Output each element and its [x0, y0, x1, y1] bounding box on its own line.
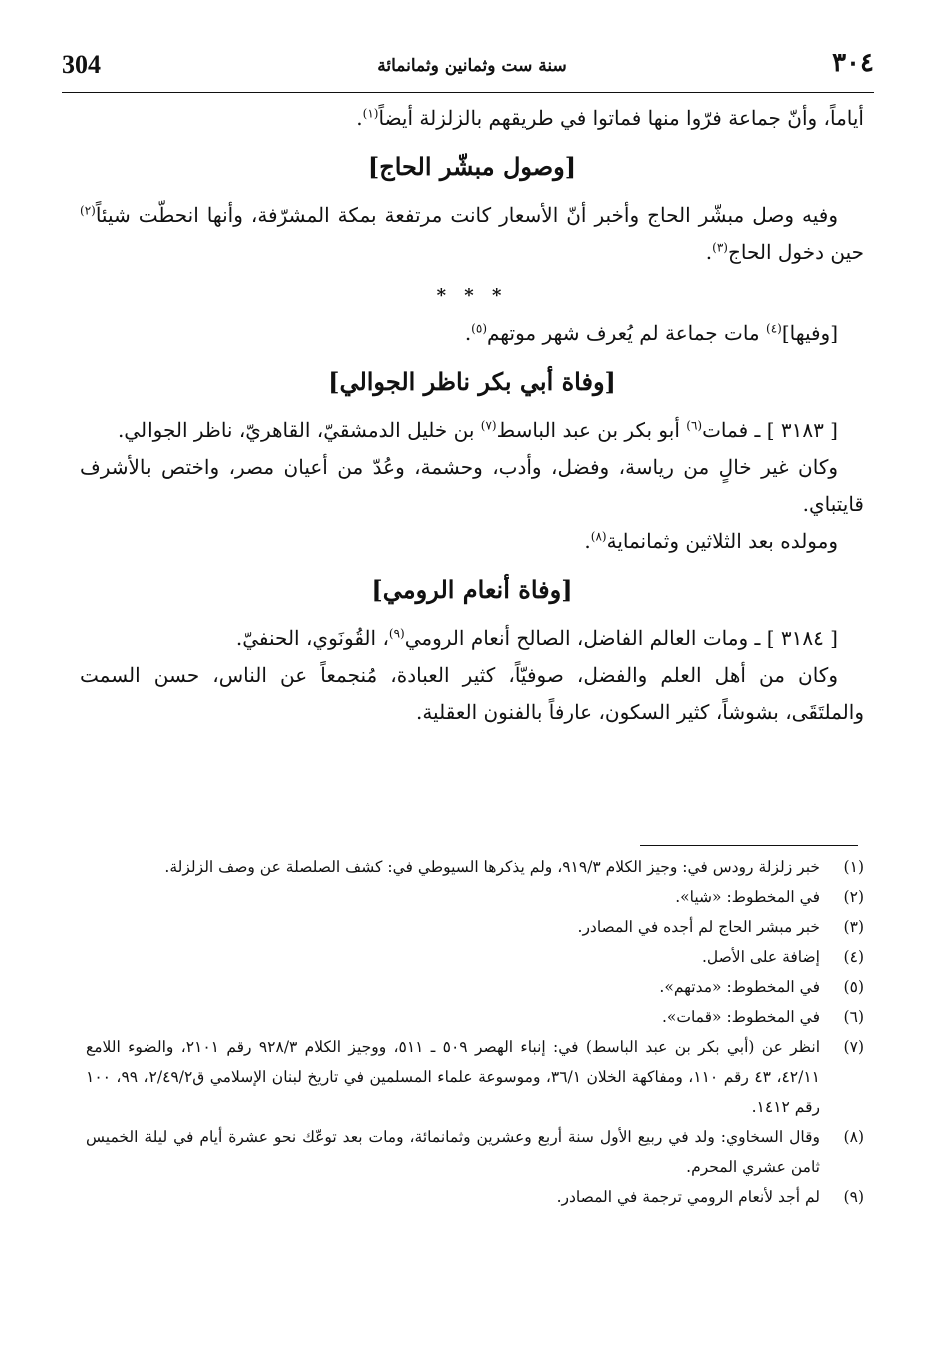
footnote-item — [86, 912, 864, 942]
paragraph-text: وفيه وصل مبشّر الحاج وأخبر أنّ الأسعار كانت مرتفعة بمكة المشرّفة، وأنها انحطّت شيئاً — [95, 203, 838, 227]
footnote-number: (٤) — [843, 948, 864, 966]
section-heading-pilgrim-herald: [وصول مبشّر الحاج] — [367, 152, 577, 181]
page-number-latin: 304 — [62, 50, 101, 79]
footnote-text: في المخطوط: «شيا». — [675, 888, 820, 906]
punctuation: . — [705, 240, 713, 264]
paragraph-text: ، القُونَوي، الحنفيّ. — [235, 626, 389, 650]
paragraph-text: [وفيها] — [781, 321, 838, 345]
paragraph-text: مات جماعة لم يُعرف شهر موتهم — [487, 321, 766, 345]
footnote-item — [86, 882, 864, 912]
paragraph-deaths — [80, 315, 864, 352]
paragraph-pilgrim-herald — [80, 197, 864, 271]
footnote-separator — [640, 845, 858, 846]
footnote-text: خبر مبشر الحاج لم أجده في المصادر. — [577, 918, 820, 936]
running-title: سنة ست وثمانين وثمانمائة — [377, 56, 567, 76]
footnote-text: وقال السخاوي: ولد في ربيع الأول سنة أربع وعشرين وثمانمائة، ومات بعد توعّك نحو عشرة أيام في ليلة الخميس ثامن عشري المحرم. — [86, 1128, 820, 1176]
header-rule — [62, 92, 874, 93]
footnote-ref: (١) — [362, 106, 379, 121]
footnote-item — [86, 1182, 864, 1212]
footnote-item — [86, 1122, 864, 1182]
paragraph-text: بن خليل الدمشقيّ، القاهريّ، ناظر الجوالي. — [117, 418, 481, 442]
footnote-item — [86, 942, 864, 972]
footnote-ref: (٥) — [471, 321, 487, 336]
footnote-text: انظر عن (أبي بكر بن عبد الباسط) في: إنباء الهصر ٥٠٩ ـ ٥١١، ووجيز الكلام ٩٢٨/٣ رقم ٢١٠١، والضوء اللامع ٤٢/١١، ٤٣ رقم ١١٠، ومفاكهة الخلان ٣٦/١، وموسوعة علماء المسلمين في تاريخ لبنان الإسلامي ق٢/٤٩/٢، ٩٩، ١٠٠ رقم ١٤١٢. — [86, 1038, 821, 1116]
footnote-number: (٥) — [843, 978, 864, 996]
paragraph-text: حين دخول الحاج — [727, 240, 864, 264]
footnote-number: (١) — [843, 858, 864, 876]
paragraph-abu-bakr-birth — [80, 523, 864, 560]
footnote-text: في المخطوط: «قمات». — [661, 1008, 820, 1026]
paragraph-anam-rumi-description: وكان من أهل العلم والفضل، صوفيّاً، كثير العبادة، مُنجمعاً عن الناس، حسن السمت والملتَقَى، بشوشاً، كثير السكون، عارفاً بالفنون العقلية. — [80, 663, 864, 724]
punctuation: . — [356, 106, 363, 130]
paragraph-text: أبو بكر بن عبد الباسط — [496, 418, 687, 442]
section-heading-abu-bakr: [وفاة أبي بكر ناظر الجوالي] — [328, 367, 616, 396]
punctuation: . — [464, 321, 472, 345]
footnote-number: (٧) — [843, 1038, 864, 1056]
footnote-item — [86, 1032, 864, 1122]
paragraph-abu-bakr-description: وكان غير خالٍ من رياسة، وفضل، وأدب، وحشمة، وعُدّ من أعيان مصر، واختص بالأشرف قايتباي. — [80, 455, 864, 516]
paragraph-text: [ ٣١٨٤ ] ـ ومات العالم الفاضل، الصالح أنعام الرومي — [404, 626, 838, 650]
paragraph-text: [ ٣١٨٣ ] ـ فمات — [702, 418, 838, 442]
section-separator: * * * — [436, 285, 508, 306]
footnote-ref: (٩) — [388, 626, 405, 641]
footnotes — [86, 852, 864, 1212]
footnote-item — [86, 852, 864, 882]
footnote-number: (٣) — [843, 918, 864, 936]
footnote-item — [86, 972, 864, 1002]
footnote-text: خبر زلزلة رودس في: وجيز الكلام ٩١٩/٣، ولم يذكرها السيوطي في: كشف الصلصلة عن وصف الزلزلة. — [164, 858, 820, 876]
footnote-text: في المخطوط: «مدتهم». — [659, 978, 820, 996]
footnote-number: (٨) — [843, 1128, 864, 1146]
footnote-ref: (٤) — [766, 321, 782, 336]
punctuation: . — [584, 529, 591, 553]
footnote-item — [86, 1002, 864, 1032]
footnote-text: إضافة على الأصل. — [701, 948, 820, 966]
footnote-text: لم أجد لأنعام الرومي ترجمة في المصادر. — [556, 1188, 820, 1206]
section-heading-anam-rumi: [وفاة أنعام الرومي] — [371, 575, 573, 604]
paragraph-text: ومولده بعد الثلاثين وثمانماية — [606, 529, 838, 553]
footnote-number: (٢) — [843, 888, 864, 906]
footnote-ref: (٨) — [590, 529, 607, 544]
footnote-number: (٩) — [843, 1188, 864, 1206]
main-text — [80, 100, 864, 731]
footnote-ref: (٧) — [480, 418, 497, 433]
paragraph-entry-3184 — [80, 620, 864, 657]
footnote-number: (٦) — [843, 1008, 864, 1026]
paragraph-text: أياماً، وأنّ جماعة فرّوا منها فماتوا في طريقهم بالزلزلة أيضاً — [378, 106, 864, 130]
page-number-arabic: ٣٠٤ — [832, 48, 874, 78]
paragraph-entry-3183 — [80, 412, 864, 449]
footnote-ref: (٢) — [80, 203, 96, 218]
paragraph-rhodes-earthquake — [80, 100, 864, 137]
footnote-ref: (٣) — [712, 240, 728, 255]
footnote-ref: (٦) — [686, 418, 703, 433]
